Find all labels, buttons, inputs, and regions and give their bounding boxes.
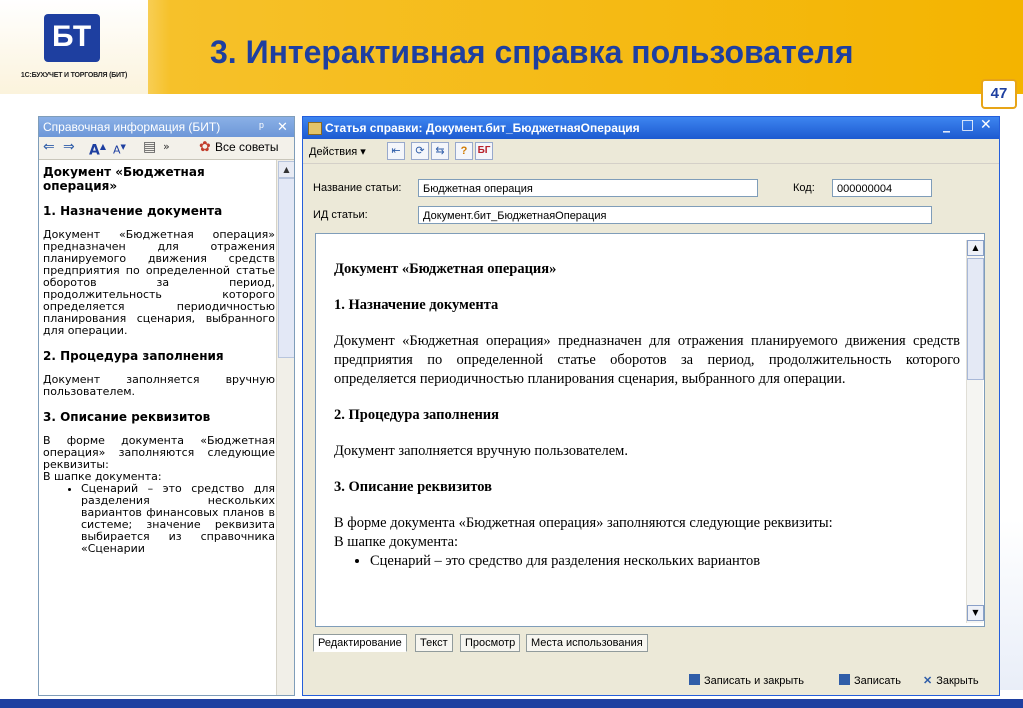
article-id-field[interactable]: Документ.бит_БюджетнаяОперация <box>418 206 932 224</box>
close-icon[interactable]: ✕ <box>277 119 288 134</box>
maximize-icon[interactable]: □ <box>961 117 975 133</box>
print-icon[interactable]: ▤ <box>143 139 157 155</box>
tab-editing[interactable]: Редактирование <box>313 634 407 652</box>
scroll-up-icon[interactable]: ▲ <box>967 240 984 256</box>
help-panel <box>38 116 295 696</box>
tab-usage-places[interactable]: Места использования <box>526 634 648 652</box>
back-icon[interactable]: ⇐ <box>43 139 55 155</box>
article-id-label: ИД статьи: <box>313 209 368 221</box>
close-icon: ✕ <box>923 675 933 687</box>
scroll-down-icon[interactable]: ▼ <box>967 605 984 621</box>
slide-number: 47 <box>981 79 1017 109</box>
doc-heading: Документ «Бюджетная операция» <box>334 261 557 277</box>
article-content <box>334 254 960 571</box>
scroll-up-icon[interactable]: ▲ <box>278 161 295 178</box>
help-section-1-title: 1. Назначение документа <box>43 204 223 218</box>
help-icon[interactable]: ? <box>455 142 473 160</box>
more-icon[interactable]: » <box>163 140 170 153</box>
tips-icon: ✿ <box>199 139 211 155</box>
link-icon[interactable]: ⇆ <box>431 142 449 160</box>
refresh-icon[interactable]: ⟳ <box>411 142 429 160</box>
insert-icon[interactable]: ⇤ <box>387 142 405 160</box>
doc-list <box>334 552 960 571</box>
save-icon <box>839 674 850 685</box>
help-section-2-title: 2. Процедура заполнения <box>43 349 224 363</box>
window-toolbar <box>303 139 999 164</box>
article-window <box>302 116 1000 696</box>
code-label: Код: <box>793 182 815 194</box>
minimize-icon[interactable]: _ <box>943 117 950 133</box>
help-panel-titlebar <box>39 117 294 137</box>
font-increase-icon[interactable]: A▲ <box>89 142 106 159</box>
help-section-3-text: В форме документа «Бюджетная операция» заполняются следующие реквизиты: <box>43 434 275 471</box>
pin-icon[interactable]: ᵖ <box>259 119 264 134</box>
doc-section-3-text: В форме документа «Бюджетная операция» заполняются следующие реквизиты: <box>334 515 833 531</box>
window-icon <box>308 122 322 135</box>
tab-text[interactable]: Текст <box>415 634 453 652</box>
help-list <box>43 483 275 555</box>
doc-section-1-text: Документ «Бюджетная операция» предназначен для отражения планируемого движения средств предприятия по определенной статье оборотов за период, продолжительность которого определяется периодичностью планирования сценария, выбранного для операции. <box>334 333 960 387</box>
save-icon <box>689 674 700 685</box>
doc-section-2-text: Документ заполняется вручную пользователем. <box>334 443 628 459</box>
close-label: Закрыть <box>936 675 979 687</box>
window-footer <box>303 668 999 695</box>
help-panel-title: Справочная информация (БИТ) <box>43 120 221 134</box>
doc-section-1-title: 1. Назначение документа <box>334 297 499 313</box>
save-button[interactable] <box>839 674 901 687</box>
help-section-2-text: Документ заполняется вручную пользователем. <box>43 373 275 398</box>
doc-section-3-title: 3. Описание реквизитов <box>334 479 492 495</box>
doc-list-item: • Сценарий – это средство для разделения нескольких вариантов <box>370 552 960 571</box>
article-scrollbar[interactable] <box>966 240 983 623</box>
code-field[interactable]: 000000004 <box>832 179 932 197</box>
save-and-close-button[interactable] <box>689 674 804 687</box>
save-and-close-label: Записать и закрыть <box>704 675 805 687</box>
close-icon[interactable]: ✕ <box>980 117 992 133</box>
article-name-field[interactable]: Бюджетная операция <box>418 179 758 197</box>
logo-caption: 1С:БУХУЧЕТ И ТОРГОВЛЯ (БИТ) <box>20 72 128 79</box>
doc-section-2-title: 2. Процедура заполнения <box>334 407 499 423</box>
window-titlebar <box>303 117 999 139</box>
slide-title: 3. Интерактивная справка пользователя <box>210 34 854 70</box>
scroll-thumb[interactable] <box>967 258 984 380</box>
help-section-3-title: 3. Описание реквизитов <box>43 410 211 424</box>
help-panel-content <box>43 165 275 695</box>
help-section-3-sub: В шапке документа: <box>43 470 162 483</box>
save-label: Записать <box>854 675 902 687</box>
article-name-label: Название статьи: <box>313 182 402 194</box>
help-heading: Документ «Бюджетная операция» <box>43 165 205 193</box>
logo <box>44 14 100 62</box>
help-panel-scrollbar[interactable] <box>276 160 294 695</box>
font-decrease-icon[interactable]: A▼ <box>113 143 126 157</box>
logo-text: БТ <box>52 20 92 53</box>
bit-logo-icon[interactable]: БГ <box>475 142 493 160</box>
close-button[interactable] <box>923 674 979 687</box>
article-editor[interactable] <box>315 233 985 627</box>
help-section-1-text: Документ «Бюджетная операция» предназначен для отражения планируемого движения средств предприятия по определенной статье оборотов за период, продолжительность которого определяется периодичностью планирования сценария, выбранного для операции. <box>43 228 275 337</box>
doc-section-3-sub: В шапке документа: <box>334 534 459 550</box>
all-tips-button[interactable]: Все советы <box>215 140 279 154</box>
tab-preview[interactable]: Просмотр <box>460 634 520 652</box>
forward-icon[interactable]: ⇒ <box>63 139 75 155</box>
help-list-item: • Сценарий – это средство для разделения нескольких вариантов финансовых планов в системе; значение реквизита выбирается из справочника «Сценарии <box>81 483 275 555</box>
help-panel-toolbar <box>39 137 294 160</box>
scroll-thumb[interactable] <box>278 178 295 358</box>
slide-footer-band <box>0 699 1023 708</box>
actions-menu[interactable]: Действия ▾ <box>309 146 366 158</box>
window-title: Статья справки: Документ.бит_БюджетнаяОперация <box>325 121 640 135</box>
